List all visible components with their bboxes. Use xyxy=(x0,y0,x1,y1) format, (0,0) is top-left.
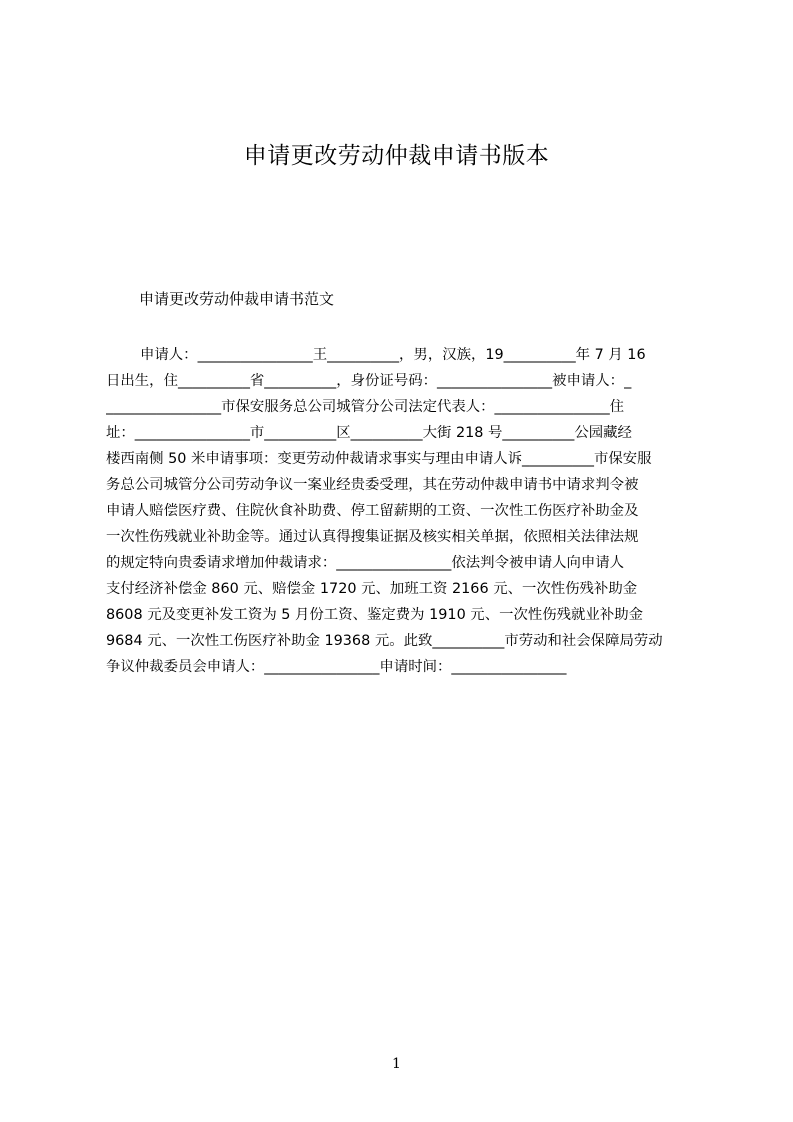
body-line: 支付经济补偿金 860 元、赔偿金 1720 元、加班工资 2166 元、一次性伤残补助金 xyxy=(106,581,638,597)
body-line: 一次性伤残就业补助金等。通过认真得搜集证据及核实相关单据，依照相关法律法规 xyxy=(106,529,639,545)
body-line: 的规定特向贵委请求增加仲裁请求：________________依法判令被申请人向申请人 xyxy=(106,555,625,571)
body-line: 务总公司城管分公司劳动争议一案业经贵委受理，其在劳动仲裁申请书中请求判令被 xyxy=(106,477,639,493)
body-line: ________________市保安服务总公司城管分公司法定代表人：________________住 xyxy=(106,399,625,415)
document-subtitle: 申请更改劳动仲裁申请书范文 xyxy=(139,290,335,308)
body-line: 争议仲裁委员会申请人：________________申请时间：________________ xyxy=(106,659,567,675)
body-line: 申请人：________________王__________，男，汉族，19__________年 7 月 16 xyxy=(140,347,646,363)
body-line: 址：________________市__________区__________大街 218 号__________公园藏经 xyxy=(106,425,632,441)
page-number: 1 xyxy=(392,1056,401,1072)
body-line: 楼西南侧 50 米申请事项：变更劳动仲裁请求事实与理由申请人诉__________市保安服 xyxy=(106,451,652,467)
body-line: 9684 元、一次性工伤医疗补助金 19368 元。此致__________市劳动和社会保障局劳动 xyxy=(106,633,663,649)
body-line: 申请人赔偿医疗费、住院伙食补助费、停工留薪期的工资、一次性工伤医疗补助金及 xyxy=(106,503,639,519)
document-body xyxy=(106,342,698,680)
document-title: 申请更改劳动仲裁申请书版本 xyxy=(243,143,550,169)
body-line: 8608 元及变更补发工资为 5 月份工资、鉴定费为 1910 元、一次性伤残就业补助金 xyxy=(106,607,643,623)
body-line: 日出生，住__________省__________，身份证号码：________________被申请人：_ xyxy=(106,373,632,389)
